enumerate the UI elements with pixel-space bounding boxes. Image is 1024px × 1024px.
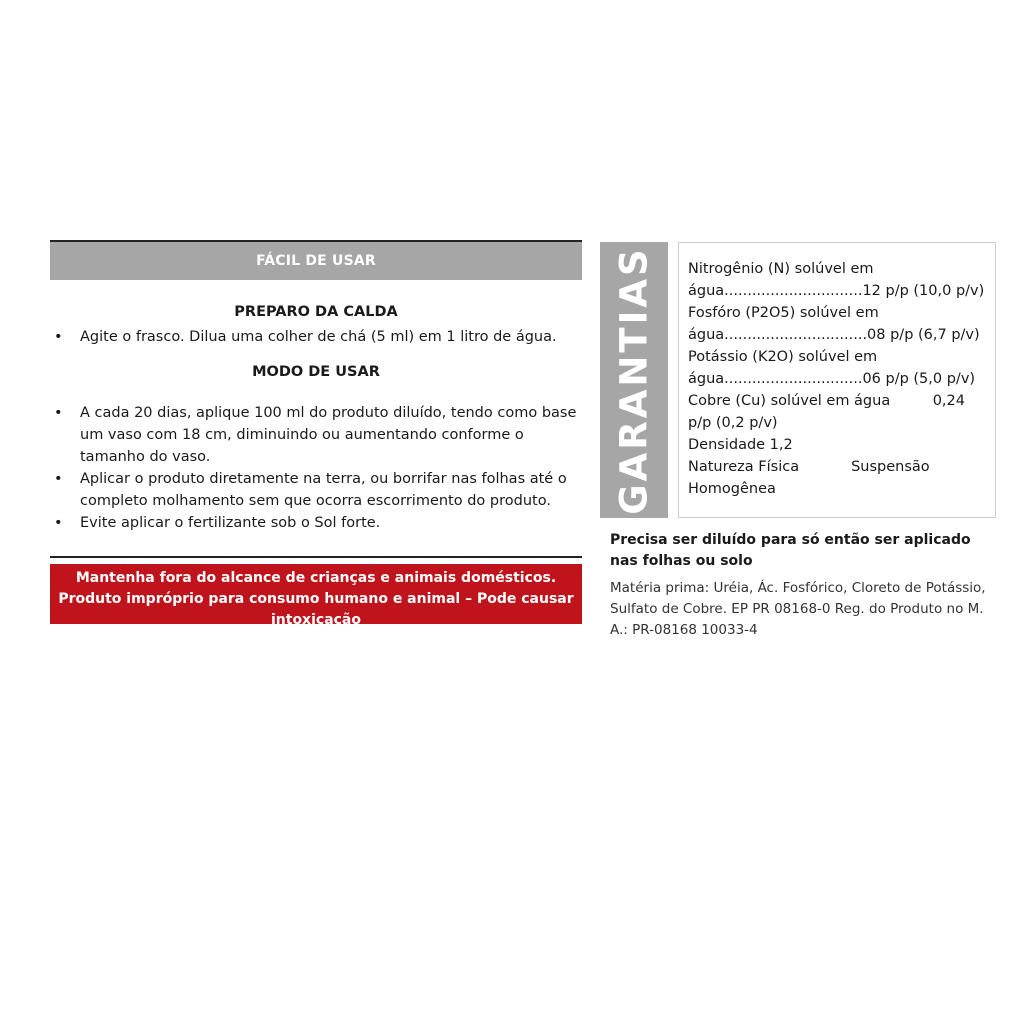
nature-label: Natureza Física [688, 459, 800, 475]
modo-title: MODO DE USAR [252, 364, 380, 380]
nitrogen-label: Nitrogênio (N) solúvel em [688, 261, 874, 277]
potassium-label: Potássio (K2O) solúvel em [688, 349, 878, 365]
list-item [50, 512, 582, 534]
nature-row [688, 456, 987, 478]
list-item-text: Aplicar o produto diretamente na terra, ou borrifar nas folhas até o completo molhamento sem que ocorra escorrimento do produto. [80, 471, 567, 509]
list-item [50, 402, 582, 468]
guarantees-table [678, 242, 996, 518]
usage-panel [50, 240, 582, 628]
preparo-list [50, 326, 582, 348]
safety-warning [50, 564, 582, 628]
easy-to-use-banner [50, 242, 582, 280]
warning-line: Mantenha fora do alcance de crianças e animais domésticos. [75, 570, 557, 586]
copper-label: Cobre (Cu) solúvel em água [688, 393, 891, 409]
nitrogen-value: água..............................12 p/p (10,0 p/v) [688, 283, 985, 299]
preparo-title: PREPARO DA CALDA [234, 304, 398, 320]
nature-value-cont: Homogênea [688, 481, 776, 497]
list-item [50, 468, 582, 512]
list-item-text: Evite aplicar o fertilizante sob o Sol forte. [80, 515, 381, 531]
garantias-side-label [600, 242, 668, 518]
list-item-text: A cada 20 dias, aplique 100 ml do produto diluído, tendo como base um vaso com 18 cm, diminuindo ou aumentando conforme o tamanho do vaso. [80, 405, 577, 465]
warning-divider [50, 556, 582, 558]
copper-value: 0,24 [932, 393, 965, 409]
garantias-label-text: GARANTIAS [612, 245, 656, 515]
copper-row [688, 390, 987, 412]
bullet-icon: • [54, 405, 63, 421]
bullet-icon: • [54, 329, 63, 345]
phosphorus-value: água...............................08 p/p (6,7 p/v) [688, 327, 980, 343]
banner-title: FÁCIL DE USAR [256, 253, 376, 269]
dilution-note: Precisa ser diluído para só então ser aplicado nas folhas ou solo [610, 532, 971, 569]
copper-value-cont: p/p (0,2 p/v) [688, 415, 778, 431]
phosphorus-label: Fosfóro (P2O5) solúvel em [688, 305, 879, 321]
list-item-text: Agite o frasco. Dilua uma colher de chá (5 ml) em 1 litro de água. [80, 329, 557, 345]
nature-value: Suspensão [851, 459, 930, 475]
density: Densidade 1,2 [688, 437, 793, 453]
modo-list [50, 402, 582, 534]
warning-line: intoxicação [270, 612, 361, 628]
list-item [50, 326, 582, 348]
raw-materials: Matéria prima: Uréia, Ác. Fosfórico, Cloreto de Potássio, Sulfato de Cobre. EP PR 08168-0 Reg. do Produto no M. A.: PR-08168 10033-4 [610, 580, 986, 638]
warning-line: Produto impróprio para consumo humano e animal – Pode causar [58, 591, 574, 607]
bullet-icon: • [54, 471, 63, 487]
bullet-icon: • [54, 515, 63, 531]
potassium-value: água..............................06 p/p (5,0 p/v) [688, 371, 976, 387]
